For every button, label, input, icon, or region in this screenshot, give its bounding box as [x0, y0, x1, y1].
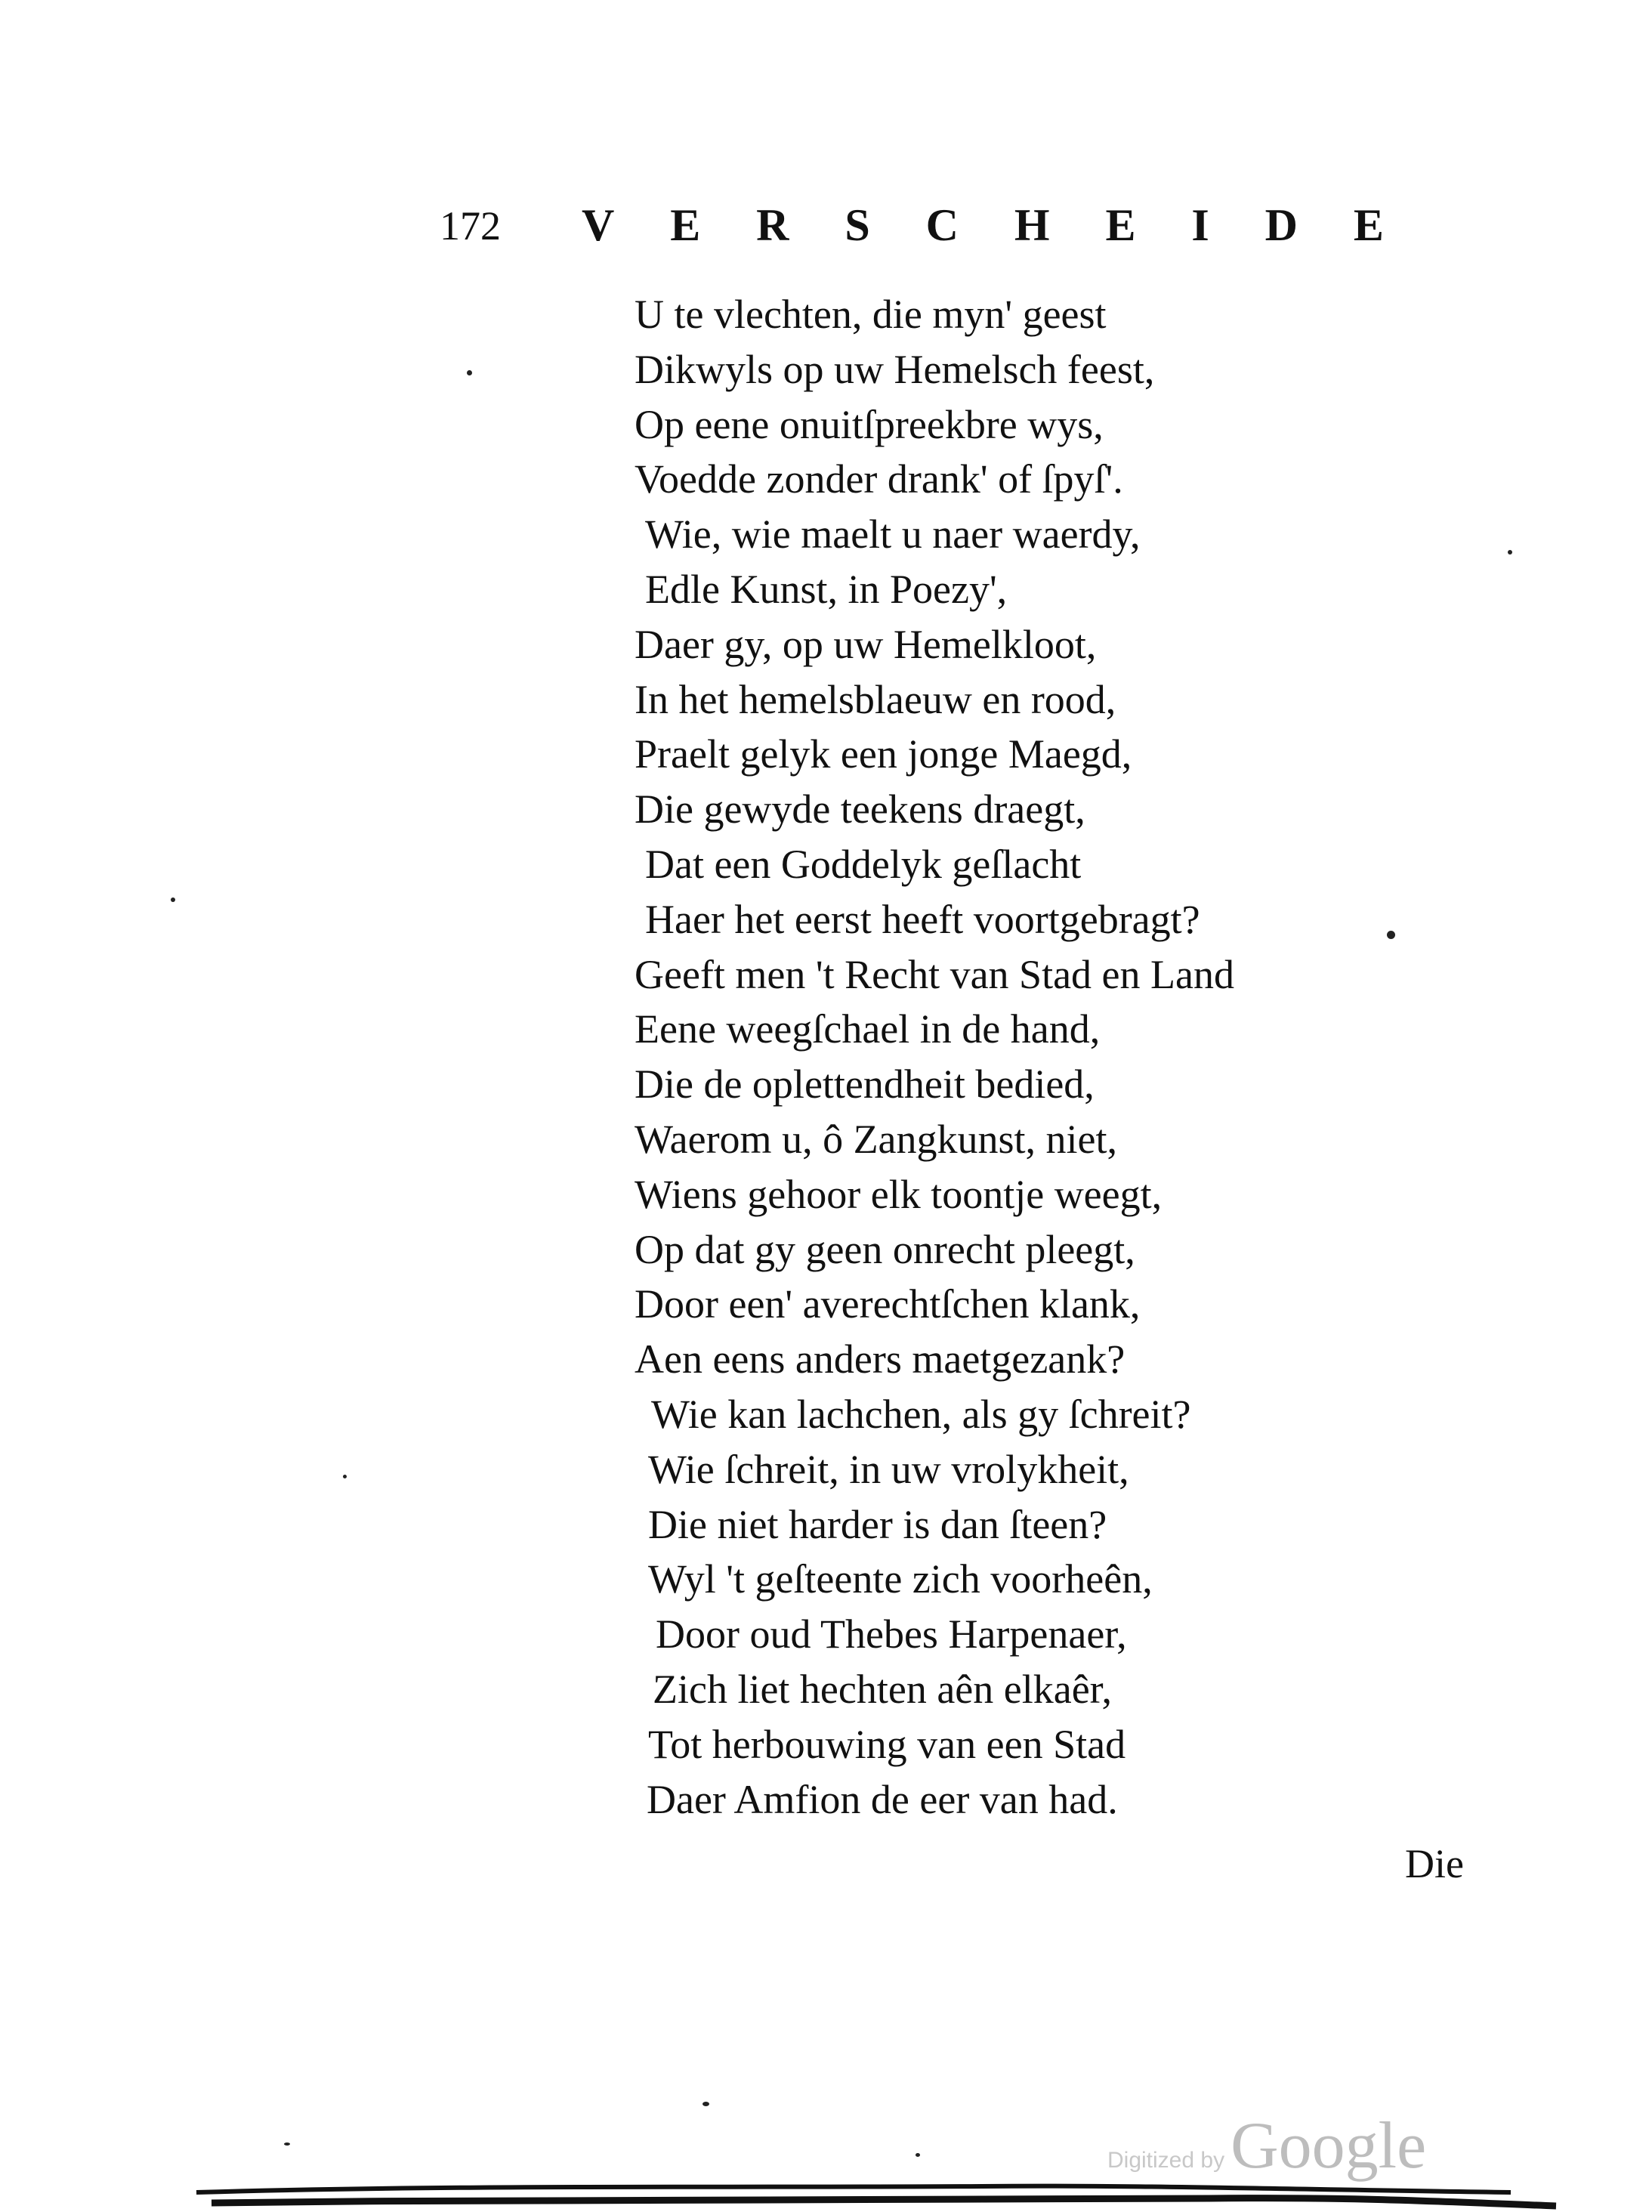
- scan-speck: [1387, 931, 1395, 939]
- poem-line: Edle Kunst, in Poezy',: [645, 566, 1008, 612]
- poem-line: Door een' averechtſchen klank,: [635, 1281, 1141, 1327]
- catchword: Die: [1405, 1841, 1464, 1886]
- poem-line: Wie, wie maelt u naer waerdy,: [645, 511, 1141, 558]
- running-head-letter: E: [670, 200, 701, 250]
- poem-line: Aen eens anders maetgezank?: [635, 1336, 1126, 1382]
- scan-speck: [284, 2142, 290, 2146]
- scan-speck: [343, 1475, 347, 1478]
- poem-line: Geeft men 't Recht van Stad en Land: [635, 951, 1234, 997]
- poem-line: Dikwyls op uw Hemelsch feest,: [635, 346, 1155, 392]
- running-head-letter: R: [756, 200, 789, 250]
- running-head-letter: I: [1191, 200, 1209, 250]
- poem-line: Door oud Thebes Harpenaer,: [656, 1611, 1127, 1657]
- poem-line: Waerom u, ô Zangkunst, niet,: [635, 1116, 1118, 1162]
- running-head-letter: C: [925, 200, 959, 250]
- poem-line: Die niet harder is dan ſteen?: [648, 1501, 1107, 1547]
- poem-line: Eene weegſchael in de hand,: [635, 1006, 1101, 1052]
- poem-line: U te vlechten, die myn' geest: [635, 292, 1107, 337]
- running-head-letter: E: [1105, 200, 1136, 250]
- scan-speck: [467, 370, 472, 375]
- poem-line: Haer het eerst heeft voortgebragt?: [645, 896, 1200, 942]
- poem-line: Tot herbouwing van een Stad: [648, 1721, 1126, 1767]
- scan-speck: [171, 897, 175, 902]
- running-head-letter: E: [1353, 200, 1384, 250]
- scan-edge-shadow: [0, 2176, 1652, 2212]
- scan-speck: [916, 2153, 920, 2157]
- watermark-brand: Google: [1231, 2109, 1427, 2183]
- poem-line: Daer Amfion de eer van had.: [647, 1776, 1118, 1822]
- page-number: 172: [440, 203, 501, 249]
- poem-line: Daer gy, op uw Hemelkloot,: [635, 621, 1097, 667]
- poem-body: [635, 287, 1390, 1827]
- poem-line: In het hemelsblaeuw en rood,: [635, 676, 1116, 722]
- poem-line: Op eene onuitſpreekbre wys,: [635, 401, 1104, 447]
- poem-line: Wie kan lachchen, als gy ſchreit?: [651, 1391, 1191, 1437]
- poem-line: Wiens gehoor elk toontje weegt,: [635, 1171, 1163, 1217]
- running-head-letter: V: [582, 200, 615, 250]
- running-head: [582, 202, 1384, 248]
- running-head-letter: D: [1264, 200, 1298, 250]
- poem-line: Voedde zonder drank' of ſpyſ'.: [635, 456, 1123, 502]
- watermark-prefix: Digitized by: [1107, 2148, 1225, 2173]
- scan-speck: [702, 2102, 709, 2106]
- poem-line: Wyl 't geſteente zich voorheên,: [648, 1556, 1153, 1602]
- scan-edge-line: [212, 2198, 1556, 2206]
- running-head-letter: H: [1014, 200, 1050, 250]
- poem-line: Die gewyde teekens draegt,: [635, 786, 1085, 833]
- poem-line: Praelt gelyk een jonge Maegd,: [635, 731, 1132, 777]
- scan-speck: [1508, 550, 1512, 555]
- poem-line: Die de oplettendheit bedied,: [635, 1061, 1095, 1108]
- poem-line: Op dat gy geen onrecht pleegt,: [635, 1226, 1135, 1272]
- poem-line: Zich liet hechten aên elkaêr,: [653, 1666, 1113, 1712]
- running-head-letter: S: [845, 200, 870, 250]
- poem-line: Dat een Goddelyk geſlacht: [645, 841, 1082, 887]
- scan-edge-line: [196, 2186, 1511, 2192]
- digitized-watermark: [1107, 2108, 1426, 2184]
- poem-line: Wie ſchreit, in uw vrolykheit,: [648, 1446, 1129, 1492]
